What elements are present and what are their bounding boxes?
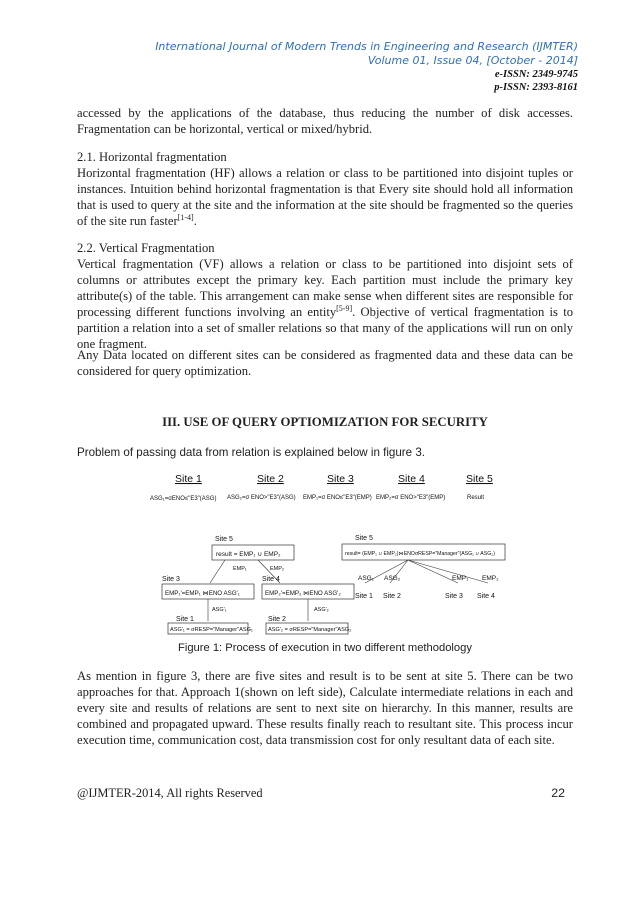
execution-figure	[140, 470, 510, 635]
site-label: Site 2	[268, 616, 286, 623]
fragment-expression: ASG₂=σ ENO>"E3"(ASG)	[227, 495, 296, 501]
node-label: ASG₁	[358, 575, 374, 582]
vertical-heading: 2.2. Vertical Fragmentation	[77, 241, 215, 255]
site-label: Site 2	[383, 593, 401, 600]
pissn: p-ISSN: 2393-8161	[494, 82, 578, 93]
edge	[408, 560, 458, 583]
data-paragraph: Any Data located on different sites can be considered as fragmented data and these data can be considered for query optimization.	[77, 348, 573, 378]
node-label: EMP₂	[482, 575, 499, 582]
intro-paragraph: accessed by the applications of the database, thus reducing the number of disk accesses. Fragmentation can be horizontal, vertical or mixed/hybrid.	[77, 106, 573, 136]
site-label: Site 5	[355, 535, 373, 542]
edge	[408, 560, 488, 583]
edge-label: EMP₁	[233, 566, 247, 572]
site-label: Site 1	[176, 616, 194, 623]
site-heading: Site 1	[175, 473, 202, 485]
join-expression: EMP₁'=EMP₁ ⋈ENO ASG'₁	[165, 590, 240, 597]
node-label: ASG₂	[384, 575, 401, 582]
horizontal-paragraph: Horizontal fragmentation (HF) allows a relation or class to be partitioned into disjoint tuples or instances. Intuition behind horizontal fragmentation is that Every site should hold all information that is used to query at the site and the information at the site should be fragmented so the queries of the site run faster[1-4].	[77, 166, 573, 228]
section-heading: III. USE OF QUERY OPTIOMIZATION FOR SECURITY	[162, 415, 488, 429]
vertical-paragraph	[77, 256, 573, 352]
fragment-expression: Result	[467, 495, 485, 501]
result-expression: result = EMP₁ ∪ EMP₂	[216, 551, 281, 558]
site-label: Site 4	[477, 593, 495, 600]
site-heading: Site 5	[466, 473, 493, 485]
journal-header	[155, 40, 578, 94]
site-label: Site 3	[445, 593, 463, 600]
approach-paragraph: As mention in figure 3, there are five sites and result is to be sent at site 5. There can be two approaches for that. Approach 1(shown on left side), Calculate intermediate relations in each and every site and results of relations are sent to next site on hierarchy. In this manner, results are combined and propagated upward. These results finally reach to resultant site. This process incur execution time, communication cost, data transmission cost for only resultant data of each site.	[77, 669, 573, 747]
problem-sentence: Problem of passing data from relation is explained below in figure 3.	[77, 446, 426, 459]
site-label: Site 4	[262, 576, 280, 583]
page-number: 22	[551, 786, 565, 800]
horizontal-heading: 2.1. Horizontal fragmentation	[77, 150, 227, 164]
fragment-expression: ASG₁=σENO≤"E3"(ASG)	[150, 496, 217, 502]
site-heading: Site 3	[327, 473, 354, 485]
node-label: EMP₁	[452, 575, 469, 582]
join-expression: EMP₂'=EMP₂ ⋈ENO ASG'₂	[265, 590, 341, 597]
selection-expression: ASG'₁ = σRESP="Manager"ASG₁	[170, 627, 253, 633]
citation-ref: [1-4]	[177, 212, 194, 222]
site-label: Site 5	[215, 536, 233, 543]
page-footer	[77, 786, 573, 801]
fragment-expression: EMP₁=σ ENO≤"E3"(EMP)	[303, 495, 372, 501]
site-label: Site 3	[162, 576, 180, 583]
journal-volume: Volume 01, Issue 04, [October - 2014]	[367, 54, 578, 67]
citation-ref: [5-9]	[336, 303, 353, 313]
result-expression: result= (EMP₁ ∪ EMP₂)⋈ENOσRESP="Manager"(ASG₁ ∪ ASG₂)	[345, 551, 496, 557]
edge-label: EMP₂	[270, 566, 285, 572]
edge	[210, 560, 225, 583]
site-heading: Site 2	[257, 473, 284, 485]
edge-label: ASG'₂	[314, 607, 329, 613]
journal-title: International Journal of Modern Trends in Engineering and Research (IJMTER)	[155, 40, 578, 53]
edge-label: ASG'₁	[212, 607, 227, 613]
site-heading: Site 4	[398, 473, 425, 485]
eissn: e-ISSN: 2349-9745	[494, 69, 578, 80]
selection-expression: ASG'₂ = σRESP="Manager"ASG₂	[268, 627, 352, 633]
vertical-text-b: . Objective of vertical fragmentation is to partition a relation into a set of smaller relations so that many of the applications will run on only one fragment.	[77, 305, 573, 351]
figure-caption: Figure 1: Process of execution in two different methodology	[178, 642, 472, 654]
copyright: @IJMTER-2014, All rights Reserved	[77, 786, 263, 800]
vertical-text-a: Vertical fragmentation (VF) allows a relation or class to be partitioned into disjoint sets of columns or attributes except the primary key. Each partition must include the primary key attribute(s) of the table. This arrangement can make sense when different sites are responsible for processing different functions involving an entity	[77, 257, 573, 319]
site-label: Site 1	[355, 593, 373, 600]
fragment-expression: EMP₂=σ ENO>"E3"(EMP)	[376, 495, 446, 501]
horizontal-text: Horizontal fragmentation (HF) allows a relation or class to be partitioned into disjoint tuples or instances. Intuition behind horizontal fragmentation is that Every site should hold all information that is used to query at the site and the information at the site should be fragmented so the queries of the site run faster	[77, 166, 573, 228]
